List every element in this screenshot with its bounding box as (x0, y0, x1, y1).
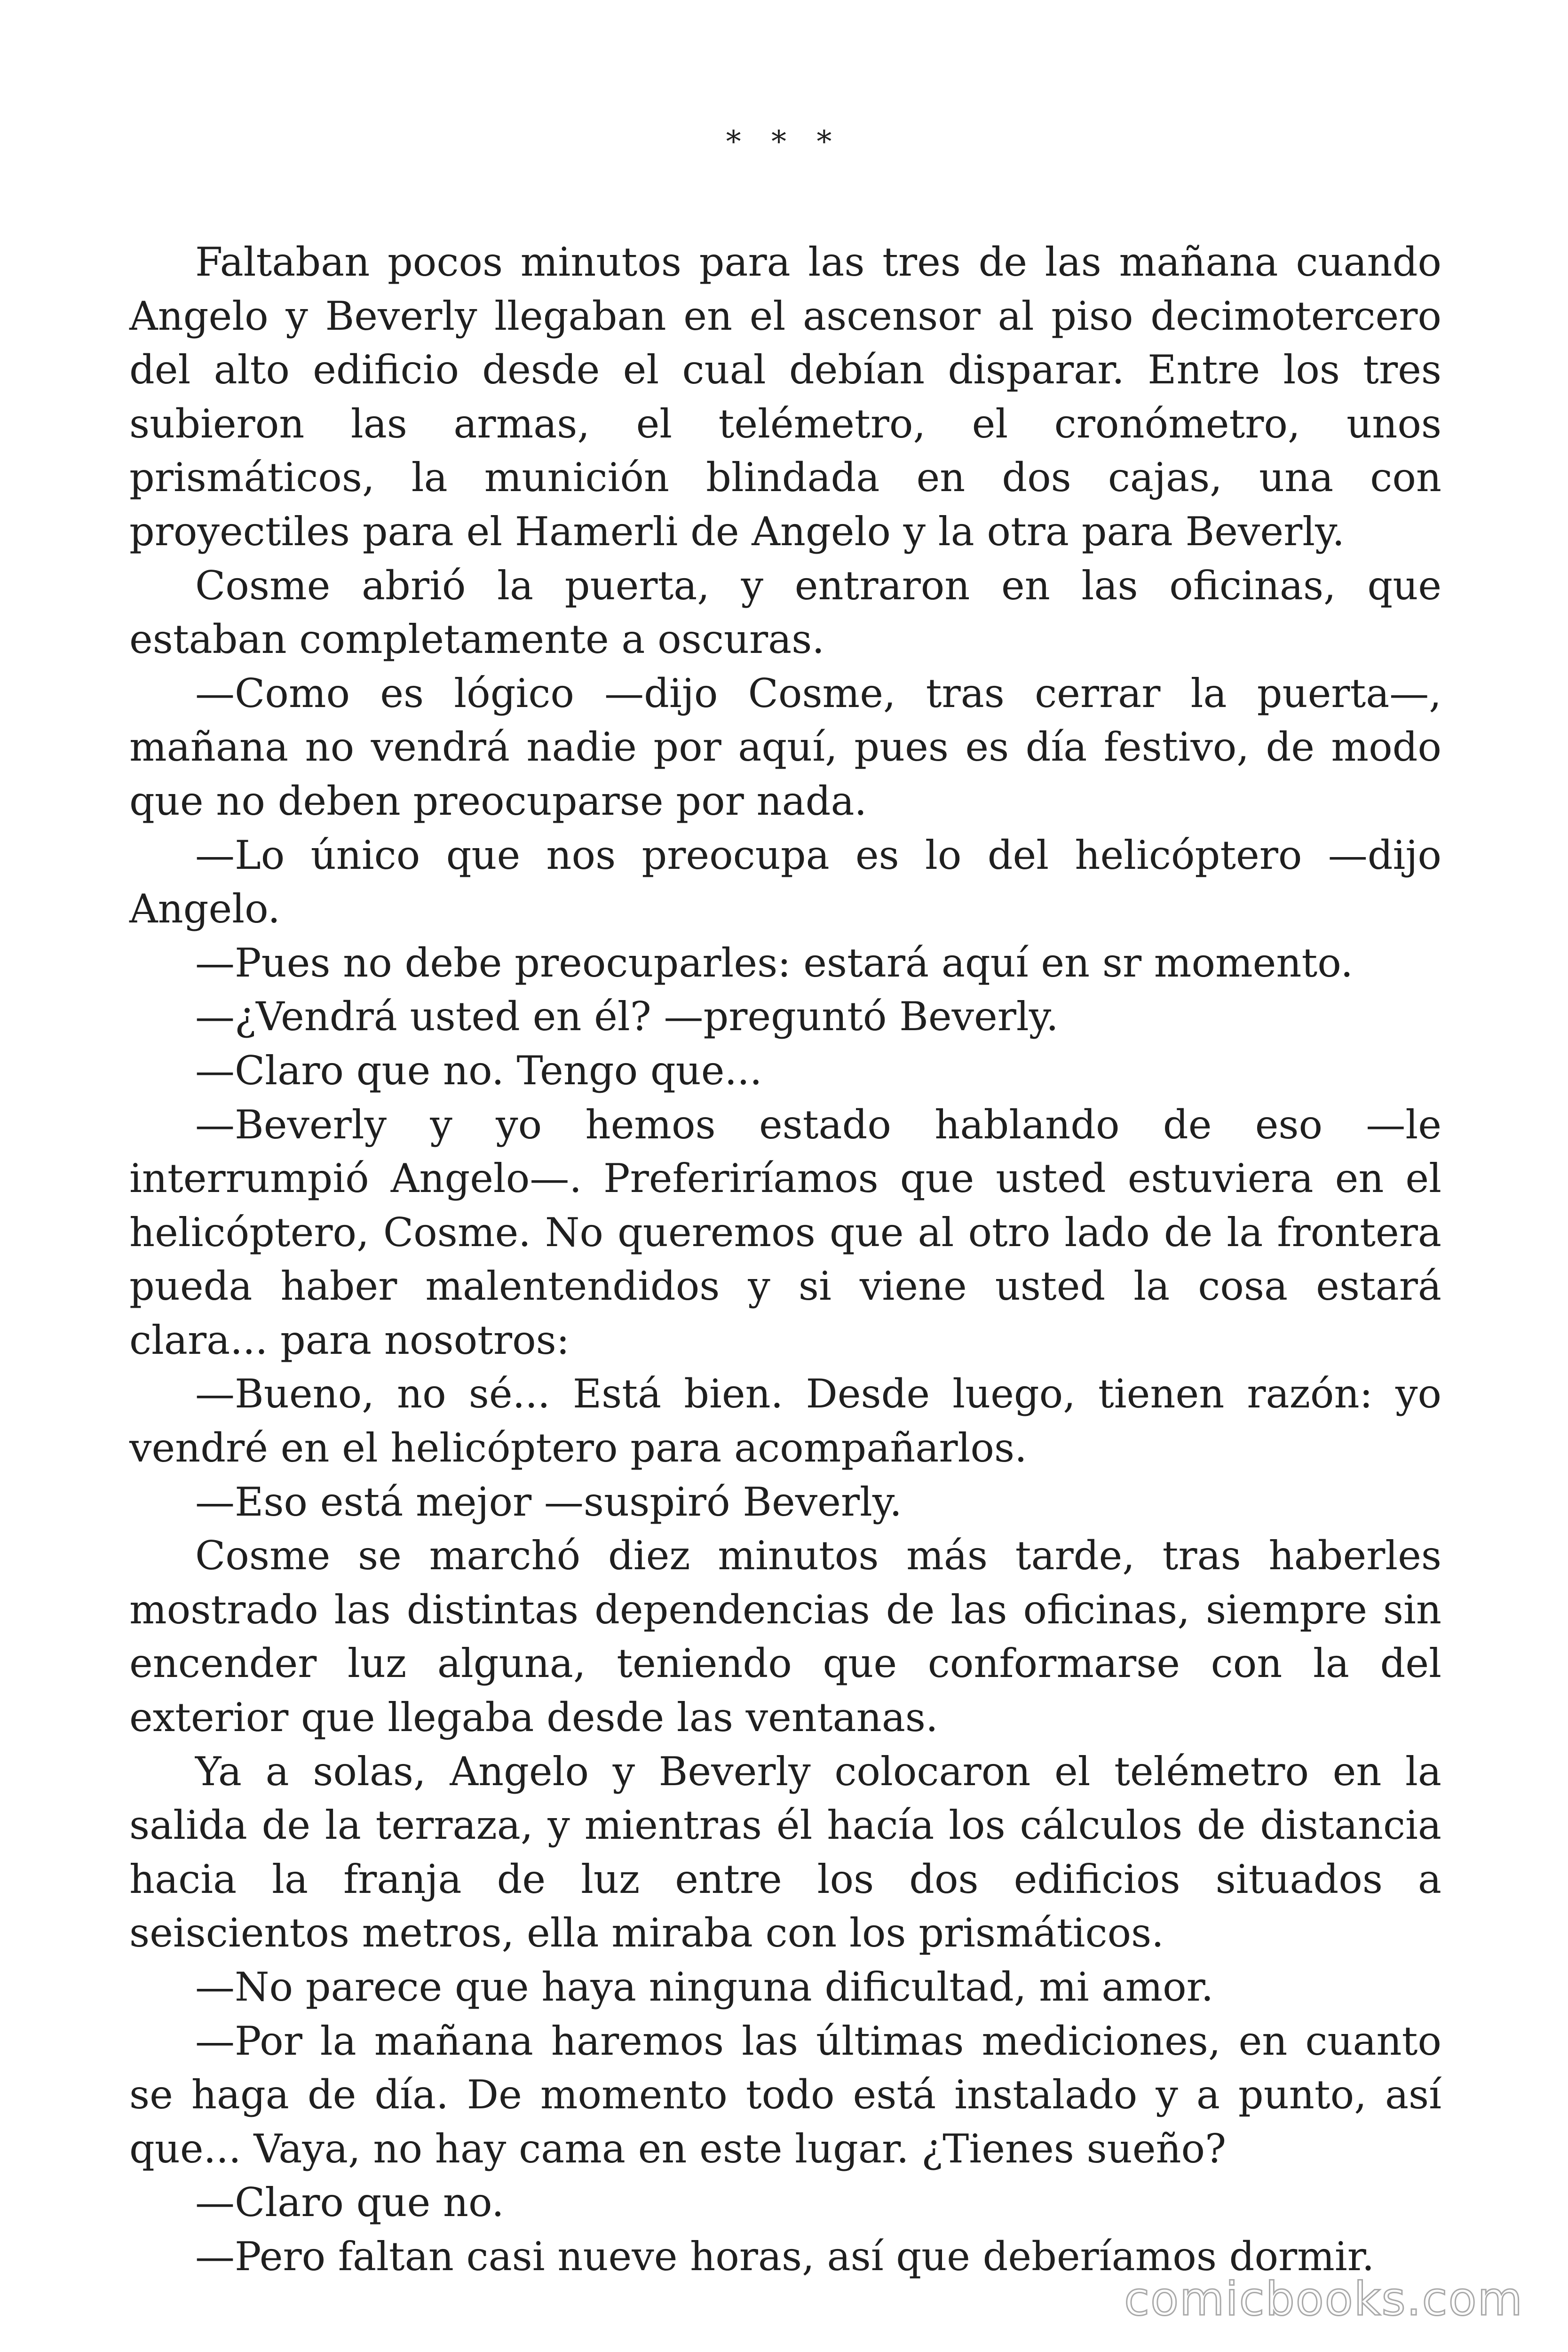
paragraph: —Bueno, no sé... Está bien. Desde luego, tienen razón: yo vendré en el helicóptero para acompañarlos. (129, 1371, 1441, 1471)
paragraph: Faltaban pocos minutos para las tres de las mañana cuando Angelo y Beverly llegaban en el ascensor al piso decimotercero del alto edificio desde el cual debían disparar. Entre los tres subieron las armas, el telémetro, el cronómetro, unos prismáticos, la munición blindada en dos cajas, una con proyectiles para el Hamerli de Angelo y la otra para Beverly. (129, 239, 1441, 555)
paragraph: —No parece que haya ninguna dificultad, mi amor. (195, 1964, 1214, 2010)
paragraph: Cosme abrió la puerta, y entraron en las oficinas, que estaban completamente a oscuras. (129, 562, 1441, 663)
paragraph: —Claro que no. (195, 2179, 504, 2226)
watermark: comicbooks.com (1124, 2273, 1523, 2326)
paragraph: —Beverly y yo hemos estado hablando de eso —le interrumpió Angelo—. Preferiríamos que usted estuviera en el helicóptero, Cosme. No queremos que al otro lado de la frontera pueda haber malentendidos y si viene usted la cosa estará clara... para nosotros: (129, 1101, 1441, 1363)
paragraph: —Como es lógico —dijo Cosme, tras cerrar la puerta—, mañana no vendrá nadie por aquí, pues es día festivo, de modo que no deben preocuparse por nada. (129, 670, 1441, 824)
body-text (129, 235, 1441, 2284)
paragraph: —Lo único que nos preocupa es lo del helicóptero —dijo Angelo. (129, 832, 1441, 932)
paragraph: —¿Vendrá usted en él? —preguntó Beverly. (195, 993, 1059, 1040)
paragraph: —Eso está mejor —suspiró Beverly. (195, 1478, 902, 1525)
paragraph: Cosme se marchó diez minutos más tarde, tras haberles mostrado las distintas dependencias de las oficinas, siempre sin encender luz alguna, teniendo que conformarse con la del exterior que llegaba desde las ventanas. (129, 1533, 1441, 1741)
paragraph: —Claro que no. Tengo que... (195, 1047, 762, 1094)
paragraph: —Pues no debe preocuparles: estará aquí en sr momento. (195, 939, 1354, 986)
section-separator: * * * (726, 125, 842, 159)
paragraph: —Pero faltan casi nueve horas, así que deberíamos dormir. (195, 2233, 1375, 2280)
paragraph: —Por la mañana haremos las últimas mediciones, en cuanto se haga de día. De momento todo está instalado y a punto, así que... Vaya, no hay cama en este lugar. ¿Tienes sueño? (129, 2018, 1441, 2172)
paragraph: Ya a solas, Angelo y Beverly colocaron el telémetro en la salida de la terraza, y mientras él hacía los cálculos de distancia hacia la franja de luz entre los dos edificios situados a seiscientos metros, ella miraba con los prismáticos. (129, 1748, 1441, 1956)
